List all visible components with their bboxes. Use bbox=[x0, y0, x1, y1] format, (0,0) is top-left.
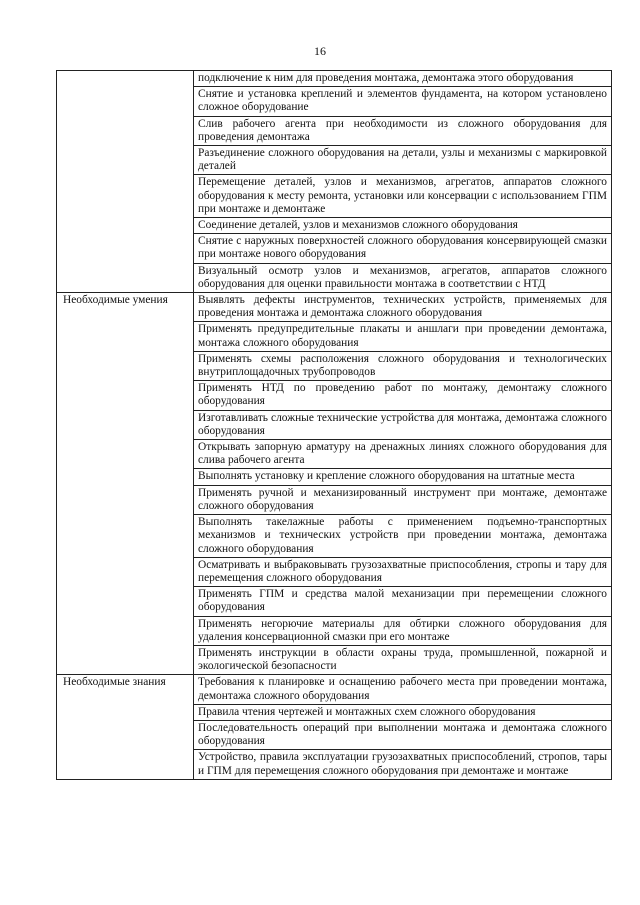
table-cell: Применять предупредительные плакаты и аншлаги при проведении демонтажа, монтажа сложного оборудования bbox=[194, 322, 612, 351]
section-label bbox=[57, 71, 194, 293]
table-row bbox=[57, 293, 612, 322]
table-cell: подключение к ним для проведения монтажа, демонтажа этого оборудования bbox=[194, 71, 612, 87]
table-cell: Выявлять дефекты инструментов, технических устройств, применяемых для проведения монтажа и демонтажа сложного оборудования bbox=[194, 293, 612, 322]
table-cell: Перемещение деталей, узлов и механизмов, агрегатов, аппаратов сложного оборудования к месту ремонта, установки или консервации с использованием ГПМ при монтаже и демонтаже bbox=[194, 175, 612, 218]
table-cell: Применять НТД по проведению работ по монтажу, демонтажу сложного оборудования bbox=[194, 381, 612, 410]
table-cell: Применять инструкции в области охраны труда, промышленной, пожарной и экологической безопасности bbox=[194, 645, 612, 674]
table-cell: Последовательность операций при выполнении монтажа и демонтажа сложного оборудования bbox=[194, 720, 612, 749]
table-cell: Требования к планировке и оснащению рабочего места при проведении монтажа, демонтажа сложного оборудования bbox=[194, 675, 612, 704]
table-row bbox=[57, 71, 612, 87]
table-cell: Разъединение сложного оборудования на детали, узлы и механизмы с маркировкой деталей bbox=[194, 146, 612, 175]
table-cell: Применять негорючие материалы для обтирки сложного оборудования для удаления консервационной смазки при его монтаже bbox=[194, 616, 612, 645]
section-label: Необходимые знания bbox=[57, 675, 194, 779]
table-cell: Осматривать и выбраковывать грузозахватные приспособления, стропы и тару для перемещения сложного оборудования bbox=[194, 557, 612, 586]
table-cell: Применять ГПМ и средства малой механизации при перемещении сложного оборудования bbox=[194, 587, 612, 616]
table-cell: Выполнять установку и крепление сложного оборудования на штатные места bbox=[194, 469, 612, 485]
table-cell: Снятие с наружных поверхностей сложного оборудования консервирующей смазки при монтаже нового оборудования bbox=[194, 234, 612, 263]
table-cell: Правила чтения чертежей и монтажных схем сложного оборудования bbox=[194, 704, 612, 720]
table-cell: Слив рабочего агента при необходимости из сложного оборудования для проведения демонтажа bbox=[194, 116, 612, 145]
table-cell: Выполнять такелажные работы с применением подъемно-транспортных механизмов и технических устройств при проведении монтажа, демонтажа сложного оборудования bbox=[194, 515, 612, 558]
table-cell: Снятие и установка креплений и элементов фундамента, на котором установлено сложное оборудование bbox=[194, 87, 612, 116]
section-label: Необходимые умения bbox=[57, 293, 194, 675]
table-cell: Применять схемы расположения сложного оборудования и технологических внутриплощадочных трубопроводов bbox=[194, 351, 612, 380]
competency-table bbox=[56, 70, 612, 780]
table-cell: Устройство, правила эксплуатации грузозахватных приспособлений, стропов, тары и ГПМ для перемещения сложного оборудования при демонтаже и монтаже bbox=[194, 750, 612, 779]
table-body bbox=[57, 71, 612, 780]
page-number: 16 bbox=[314, 44, 326, 58]
table-cell: Применять ручной и механизированный инструмент при монтаже, демонтаже сложного оборудования bbox=[194, 485, 612, 514]
table-cell: Визуальный осмотр узлов и механизмов, агрегатов, аппаратов сложного оборудования для оценки правильности монтажа в соответствии с НТД bbox=[194, 263, 612, 292]
table-cell: Соединение деталей, узлов и механизмов сложного оборудования bbox=[194, 218, 612, 234]
table-cell: Изготавливать сложные технические устройства для монтажа, демонтажа сложного оборудования bbox=[194, 410, 612, 439]
table-cell: Открывать запорную арматуру на дренажных линиях сложного оборудования для слива рабочего агента bbox=[194, 440, 612, 469]
table-row bbox=[57, 675, 612, 704]
